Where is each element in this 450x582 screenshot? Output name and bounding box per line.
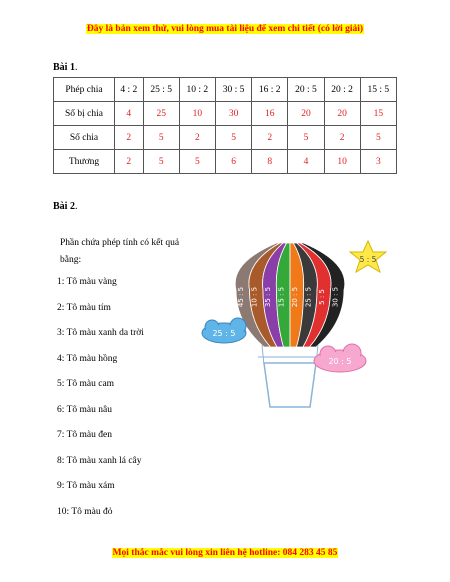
cloud-left — [202, 318, 246, 343]
row-header: Số chia — [54, 126, 115, 150]
instruction-item: 9: Tô màu xám — [57, 481, 115, 491]
table-cell: 20 — [324, 102, 360, 126]
table-cell: 4 — [288, 150, 324, 174]
table-cell: 30 — [215, 102, 251, 126]
table-cell: 25 : 5 — [143, 78, 179, 102]
instruction-item: 10: Tô màu đỏ — [57, 506, 113, 517]
table-cell: 5 — [143, 126, 179, 150]
instruction-item: 6: Tô màu nâu — [57, 404, 112, 415]
question-text: Phần chứa phép tính có kết quả bằng: — [60, 238, 180, 265]
row-header: Thương — [54, 150, 115, 174]
rope-left — [262, 345, 264, 365]
stripe-label: 35 : 5 — [263, 286, 272, 308]
star — [350, 241, 386, 272]
table-cell: 4 : 2 — [115, 78, 144, 102]
table-cell: 10 : 2 — [179, 78, 215, 102]
table-cell: 5 — [288, 126, 324, 150]
table-cell: 2 — [324, 126, 360, 150]
exercise-2-heading — [53, 201, 77, 212]
table-cell: 5 — [179, 150, 215, 174]
stripe-label: 20 : 5 — [290, 286, 299, 308]
table-cell: 2 — [179, 126, 215, 150]
balloon-stripes — [235, 243, 345, 347]
cloud-right-label: 20 : 5 — [328, 357, 352, 366]
row-header: Phép chia — [54, 78, 115, 102]
stripe-label: 25 : 5 — [304, 286, 313, 308]
stripe-label: 10 : 5 — [250, 286, 259, 308]
table-cell: 2 — [115, 150, 144, 174]
instruction-item: 5: Tô màu cam — [57, 379, 115, 389]
exercise-1-heading — [53, 62, 77, 73]
hotline-banner-text: Mọi thắc mắc vui lòng xin liên hệ hotline: 084 283 45 85 — [112, 548, 338, 558]
table-cell: 3 — [360, 150, 396, 174]
table-cell: 10 — [324, 150, 360, 174]
exercise-1-dot: . — [74, 62, 78, 73]
exercise-2-dot: . — [74, 201, 78, 212]
row-operations — [54, 78, 397, 102]
instruction-item: 3: Tô màu xanh da trời — [57, 328, 144, 338]
table-cell: 10 — [179, 102, 215, 126]
table-cell: 5 — [143, 150, 179, 174]
cloud-right — [314, 344, 366, 372]
exercise-1-title: Bài 1 — [53, 62, 75, 73]
table-cell: 20 — [288, 102, 324, 126]
instruction-item: 1: Tô màu vàng — [57, 277, 117, 287]
cloud-left-label: 25 : 5 — [212, 329, 236, 338]
star-label: 5 : 5 — [359, 255, 377, 264]
table-cell: 15 — [360, 102, 396, 126]
balloon-basket — [264, 363, 316, 407]
preview-banner-text: Đây là bản xem thử, vui lòng mua tài liệu để xem chi tiết (có lời giải) — [86, 24, 364, 34]
table-cell: 5 — [360, 126, 396, 150]
stripe-label: 5 : 5 — [317, 289, 326, 305]
hotline-banner — [0, 548, 450, 558]
instruction-item: 8: Tô màu xanh lá cây — [57, 455, 142, 466]
instruction-item: 2: Tô màu tím — [57, 302, 111, 313]
row-divisors — [54, 126, 397, 150]
table-cell: 5 — [215, 126, 251, 150]
instruction-item: 7: Tô màu đen — [57, 430, 112, 440]
instruction-item: 4: Tô màu hồng — [57, 353, 118, 364]
table-cell: 15 : 5 — [360, 78, 396, 102]
row-quotients — [54, 150, 397, 174]
preview-banner — [0, 24, 450, 34]
row-header: Số bị chia — [54, 102, 115, 126]
table-cell: 4 — [115, 102, 144, 126]
table-cell: 2 — [115, 126, 144, 150]
table-cell: 8 — [252, 150, 288, 174]
stripe-label: 45 : 5 — [236, 286, 245, 308]
table-cell: 20 : 5 — [288, 78, 324, 102]
table-cell: 16 — [252, 102, 288, 126]
table-cell: 6 — [215, 150, 251, 174]
table-cell: 25 — [143, 102, 179, 126]
exercise-2-title: Bài 2 — [53, 201, 75, 212]
stripe-label: 30 : 5 — [331, 286, 340, 308]
row-dividends — [54, 102, 397, 126]
table-cell: 2 — [252, 126, 288, 150]
table-cell: 30 : 5 — [215, 78, 251, 102]
division-table — [53, 77, 397, 174]
hot-air-balloon-illustration — [200, 235, 400, 420]
stripe-label: 15 : 5 — [277, 286, 286, 308]
table-cell: 16 : 2 — [252, 78, 288, 102]
table-cell: 20 : 2 — [324, 78, 360, 102]
